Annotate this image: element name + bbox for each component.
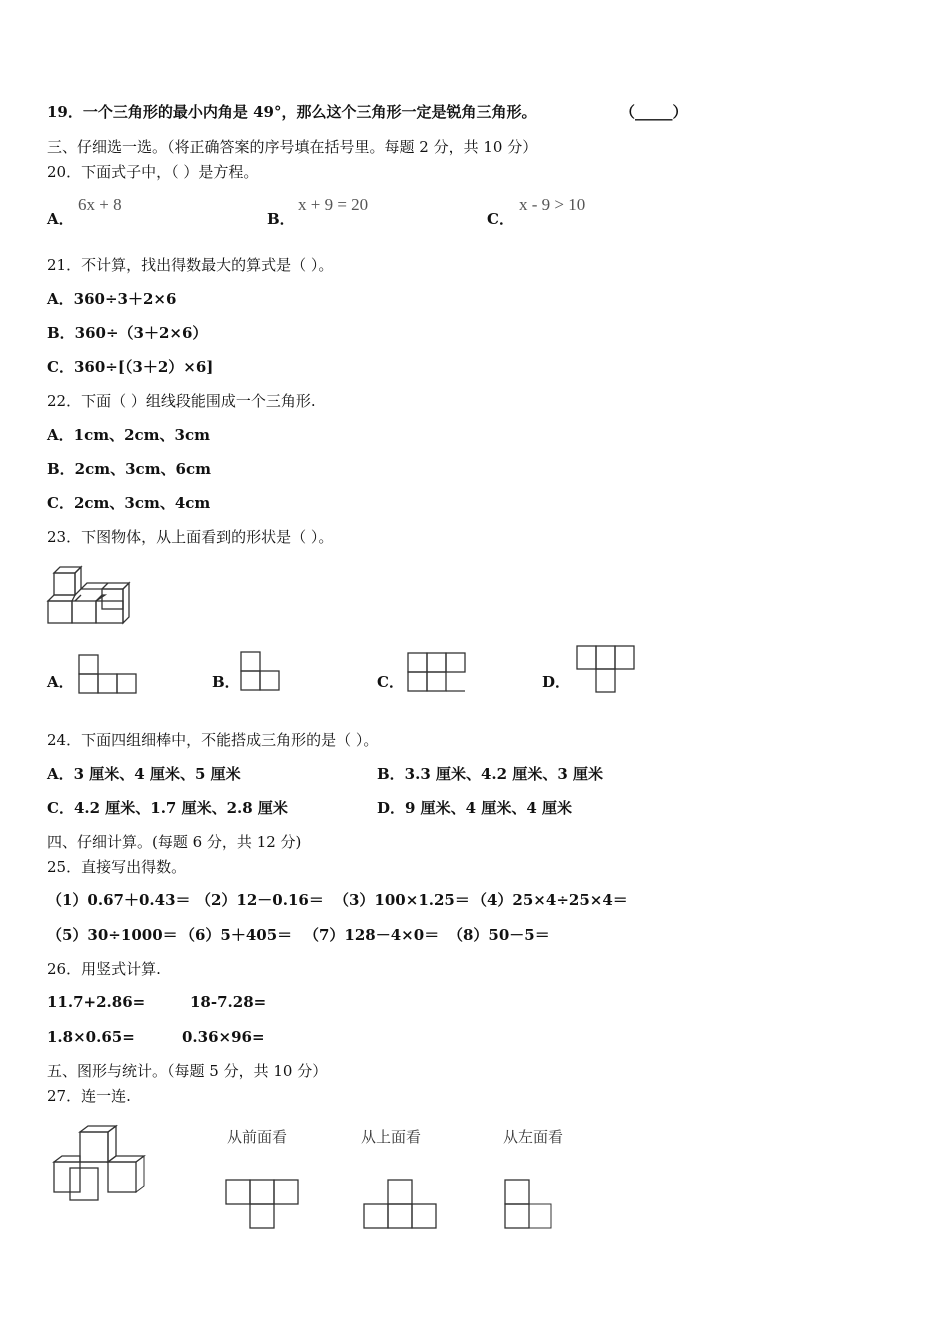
- q25-item-1: （1）0.67＋0.43＝: [47, 891, 191, 909]
- q20-option-c-expr: x - 9 > 10: [519, 195, 586, 214]
- q27-stem: 27．连一连.: [47, 1087, 131, 1105]
- q21-stem: 21．不计算，找出得数最大的算式是（ ）。: [47, 256, 334, 274]
- q25-item-6: （6）5＋405＝: [180, 926, 293, 944]
- q27-view-top-figure: [363, 1178, 439, 1230]
- q20-option-a-expr: 6x + 8: [78, 195, 122, 214]
- q23-option-c-label: C．: [377, 673, 404, 691]
- q22-option-a: A．1cm、2cm、3cm: [47, 426, 210, 444]
- q25-item-4: （4）25×4÷25×4＝: [472, 891, 628, 909]
- q20-option-c-label: C．: [487, 210, 514, 228]
- q23-cube-stack-figure: [45, 563, 135, 628]
- q21-option-b: B．360÷（3＋2×6）: [47, 324, 208, 342]
- section-5-heading: 五、图形与统计。（每题 5 分，共 10 分）: [47, 1062, 328, 1080]
- q25-item-7: （7）128－4×0＝: [304, 926, 440, 944]
- q24-option-c: C．4.2 厘米、1.7 厘米、2.8 厘米: [47, 799, 288, 817]
- q23-option-d-figure: [577, 646, 635, 694]
- q21-option-c: C．360÷[（3＋2）×6]: [47, 358, 214, 376]
- q19-answer-blank[interactable]: （_____）: [620, 103, 688, 121]
- q22-stem: 22．下面（ ）组线段能围成一个三角形.: [47, 392, 316, 410]
- q20-option-b-label: B．: [267, 210, 295, 228]
- q27-view-left-figure: [503, 1178, 555, 1230]
- q23-option-b-label: B．: [212, 673, 240, 691]
- section-3-heading: 三、仔细选一选。（将正确答案的序号填在括号里。每题 2 分，共 10 分）: [47, 138, 538, 156]
- q27-view-front-figure: [226, 1178, 302, 1230]
- q25-item-5: （5）30÷1000＝: [47, 926, 178, 944]
- q25-stem: 25．直接写出得数。: [47, 858, 187, 876]
- q26-item-4: 0.36×96=: [182, 1028, 265, 1046]
- q25-item-8: （8）50－5＝: [448, 926, 550, 944]
- q21-option-a: A．360÷3＋2×6: [47, 290, 177, 308]
- q25-item-2: （2）12－0.16＝: [196, 891, 324, 909]
- q23-option-d-label: D．: [542, 673, 571, 691]
- q20-stem: 20．下面式子中，（ ）是方程。: [47, 163, 259, 181]
- q26-item-3: 1.8×0.65=: [47, 1028, 135, 1046]
- q22-option-c: C．2cm、3cm、4cm: [47, 494, 211, 512]
- q20-option-a-label: A．: [47, 210, 74, 228]
- q19-text: 19．一个三角形的最小内角是 49°，那么这个三角形一定是锐角三角形。: [47, 103, 537, 121]
- q27-view-front-label: 从前面看: [227, 1128, 288, 1146]
- q24-option-d: D．9 厘米、4 厘米、4 厘米: [377, 799, 572, 817]
- q22-option-b: B．2cm、3cm、6cm: [47, 460, 212, 478]
- q26-item-1: 11.7+2.86=: [47, 993, 146, 1011]
- q23-option-c-figure: [408, 653, 466, 693]
- q24-option-a: A．3 厘米、4 厘米、5 厘米: [47, 765, 241, 783]
- q26-item-2: 18-7.28=: [190, 993, 267, 1011]
- q24-stem: 24．下面四组细棒中，不能搭成三角形的是（ ）。: [47, 731, 379, 749]
- section-4-heading: 四、仔细计算。(每题 6 分，共 12 分): [47, 833, 302, 851]
- q27-cube-arrangement-figure: [50, 1124, 150, 1204]
- q23-stem: 23．下图物体，从上面看到的形状是（ ）。: [47, 528, 334, 546]
- q23-option-a-label: A．: [47, 673, 74, 691]
- q24-option-b: B．3.3 厘米、4.2 厘米、3 厘米: [377, 765, 603, 783]
- q23-option-b-figure: [241, 652, 281, 692]
- q20-option-b-expr: x + 9 = 20: [298, 195, 369, 214]
- q23-option-a-figure: [79, 655, 137, 695]
- q27-view-left-label: 从左面看: [503, 1128, 564, 1146]
- q26-stem: 26．用竖式计算.: [47, 960, 161, 978]
- q25-item-3: （3）100×1.25＝: [334, 891, 470, 909]
- q27-view-top-label: 从上面看: [361, 1128, 422, 1146]
